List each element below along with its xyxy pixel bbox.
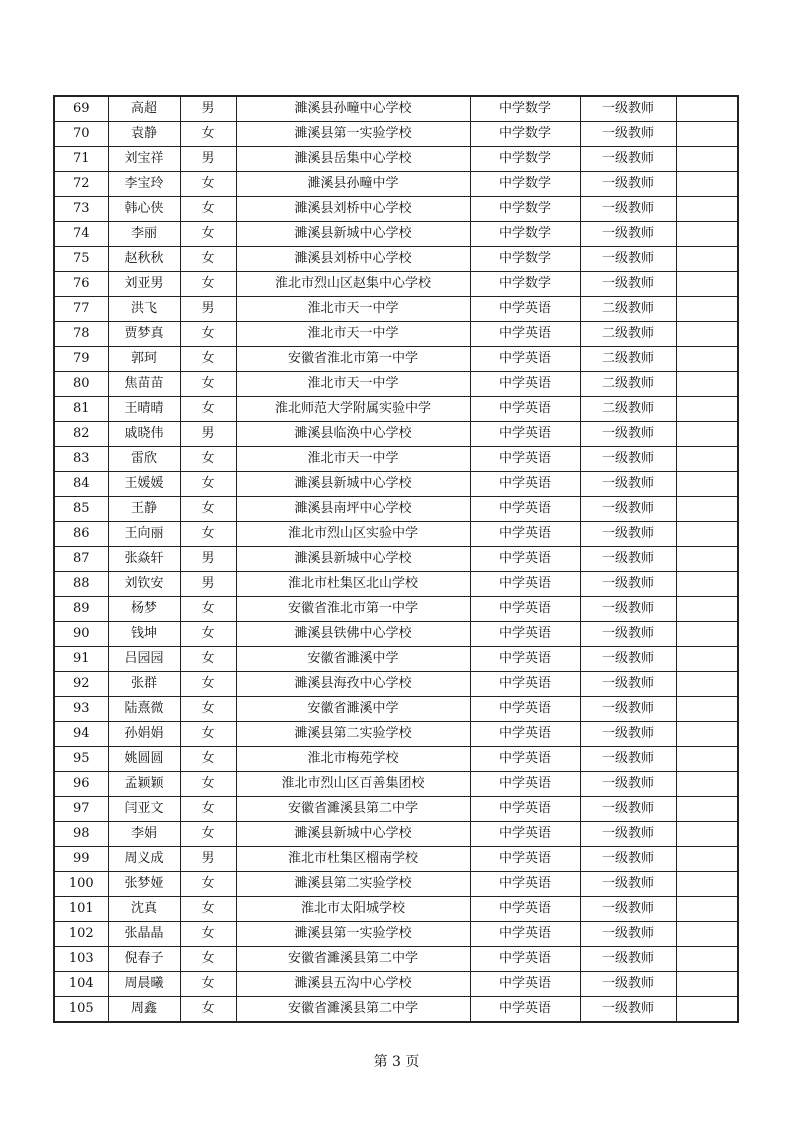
table-row xyxy=(54,822,738,847)
school-cell: 安徽省濉溪县第二中学 xyxy=(236,997,470,1023)
name-cell: 周鑫 xyxy=(108,997,180,1023)
name-cell: 倪春子 xyxy=(108,947,180,972)
school-cell: 淮北市太阳城学校 xyxy=(236,897,470,922)
title-cell: 一级教师 xyxy=(580,747,676,772)
name-cell: 洪飞 xyxy=(108,297,180,322)
gender-cell: 女 xyxy=(180,372,236,397)
title-cell: 一级教师 xyxy=(580,997,676,1023)
seq-cell: 82 xyxy=(54,422,108,447)
title-cell: 一级教师 xyxy=(580,497,676,522)
table-row xyxy=(54,122,738,147)
seq-cell: 99 xyxy=(54,847,108,872)
remark-cell xyxy=(676,222,738,247)
name-cell: 刘亚男 xyxy=(108,272,180,297)
gender-cell: 女 xyxy=(180,997,236,1023)
title-cell: 一级教师 xyxy=(580,522,676,547)
remark-cell xyxy=(676,872,738,897)
title-cell: 一级教师 xyxy=(580,547,676,572)
school-cell: 淮北市梅苑学校 xyxy=(236,747,470,772)
name-cell: 姚圆圆 xyxy=(108,747,180,772)
seq-cell: 103 xyxy=(54,947,108,972)
subject-cell: 中学数学 xyxy=(470,172,580,197)
subject-cell: 中学英语 xyxy=(470,847,580,872)
gender-cell: 女 xyxy=(180,247,236,272)
gender-cell: 男 xyxy=(180,422,236,447)
subject-cell: 中学英语 xyxy=(470,422,580,447)
title-cell: 一级教师 xyxy=(580,597,676,622)
title-cell: 一级教师 xyxy=(580,797,676,822)
gender-cell: 男 xyxy=(180,572,236,597)
subject-cell: 中学英语 xyxy=(470,622,580,647)
title-cell: 一级教师 xyxy=(580,922,676,947)
gender-cell: 男 xyxy=(180,297,236,322)
title-cell: 一级教师 xyxy=(580,897,676,922)
seq-cell: 90 xyxy=(54,622,108,647)
name-cell: 周晨曦 xyxy=(108,972,180,997)
seq-cell: 88 xyxy=(54,572,108,597)
remark-cell xyxy=(676,272,738,297)
gender-cell: 男 xyxy=(180,547,236,572)
remark-cell xyxy=(676,522,738,547)
remark-cell xyxy=(676,922,738,947)
title-cell: 一级教师 xyxy=(580,847,676,872)
seq-cell: 101 xyxy=(54,897,108,922)
title-cell: 一级教师 xyxy=(580,197,676,222)
gender-cell: 女 xyxy=(180,972,236,997)
gender-cell: 女 xyxy=(180,172,236,197)
school-cell: 濉溪县岳集中心学校 xyxy=(236,147,470,172)
school-cell: 安徽省濉溪中学 xyxy=(236,697,470,722)
subject-cell: 中学英语 xyxy=(470,397,580,422)
school-cell: 濉溪县新城中心学校 xyxy=(236,822,470,847)
table-row xyxy=(54,397,738,422)
school-cell: 安徽省濉溪中学 xyxy=(236,647,470,672)
remark-cell xyxy=(676,297,738,322)
school-cell: 濉溪县第二实验学校 xyxy=(236,722,470,747)
subject-cell: 中学英语 xyxy=(470,972,580,997)
remark-cell xyxy=(676,497,738,522)
table-row xyxy=(54,847,738,872)
subject-cell: 中学英语 xyxy=(470,997,580,1023)
seq-cell: 84 xyxy=(54,472,108,497)
table-row xyxy=(54,297,738,322)
school-cell: 安徽省淮北市第一中学 xyxy=(236,347,470,372)
school-cell: 淮北市烈山区百善集团校 xyxy=(236,772,470,797)
name-cell: 张焱轩 xyxy=(108,547,180,572)
gender-cell: 女 xyxy=(180,922,236,947)
subject-cell: 中学英语 xyxy=(470,947,580,972)
table-row xyxy=(54,272,738,297)
name-cell: 孟颖颖 xyxy=(108,772,180,797)
name-cell: 李宝玲 xyxy=(108,172,180,197)
table-row xyxy=(54,647,738,672)
subject-cell: 中学英语 xyxy=(470,747,580,772)
school-cell: 淮北市烈山区赵集中心学校 xyxy=(236,272,470,297)
seq-cell: 78 xyxy=(54,322,108,347)
title-cell: 二级教师 xyxy=(580,372,676,397)
school-cell: 濉溪县铁佛中心学校 xyxy=(236,622,470,647)
seq-cell: 75 xyxy=(54,247,108,272)
table-row xyxy=(54,147,738,172)
title-cell: 一级教师 xyxy=(580,122,676,147)
subject-cell: 中学英语 xyxy=(470,822,580,847)
subject-cell: 中学数学 xyxy=(470,96,580,122)
seq-cell: 104 xyxy=(54,972,108,997)
name-cell: 周义成 xyxy=(108,847,180,872)
table-row xyxy=(54,722,738,747)
school-cell: 濉溪县刘桥中心学校 xyxy=(236,197,470,222)
seq-cell: 86 xyxy=(54,522,108,547)
subject-cell: 中学英语 xyxy=(470,372,580,397)
remark-cell xyxy=(676,972,738,997)
table-row xyxy=(54,972,738,997)
remark-cell xyxy=(676,647,738,672)
gender-cell: 男 xyxy=(180,847,236,872)
subject-cell: 中学数学 xyxy=(470,222,580,247)
gender-cell: 女 xyxy=(180,322,236,347)
seq-cell: 89 xyxy=(54,597,108,622)
title-cell: 一级教师 xyxy=(580,722,676,747)
subject-cell: 中学英语 xyxy=(470,647,580,672)
school-cell: 濉溪县孙疃中学 xyxy=(236,172,470,197)
school-cell: 濉溪县临涣中心学校 xyxy=(236,422,470,447)
name-cell: 孙娟娟 xyxy=(108,722,180,747)
name-cell: 王晴晴 xyxy=(108,397,180,422)
seq-cell: 97 xyxy=(54,797,108,822)
name-cell: 吕园园 xyxy=(108,647,180,672)
title-cell: 一级教师 xyxy=(580,672,676,697)
table-row xyxy=(54,672,738,697)
seq-cell: 73 xyxy=(54,197,108,222)
subject-cell: 中学英语 xyxy=(470,872,580,897)
subject-cell: 中学英语 xyxy=(470,297,580,322)
remark-cell xyxy=(676,447,738,472)
table-row xyxy=(54,172,738,197)
school-cell: 淮北师范大学附属实验中学 xyxy=(236,397,470,422)
remark-cell xyxy=(676,722,738,747)
remark-cell xyxy=(676,797,738,822)
school-cell: 濉溪县第一实验学校 xyxy=(236,922,470,947)
remark-cell xyxy=(676,947,738,972)
gender-cell: 女 xyxy=(180,797,236,822)
subject-cell: 中学英语 xyxy=(470,522,580,547)
school-cell: 濉溪县海孜中心学校 xyxy=(236,672,470,697)
gender-cell: 女 xyxy=(180,747,236,772)
subject-cell: 中学英语 xyxy=(470,897,580,922)
title-cell: 二级教师 xyxy=(580,347,676,372)
gender-cell: 女 xyxy=(180,447,236,472)
name-cell: 李丽 xyxy=(108,222,180,247)
name-cell: 赵秋秋 xyxy=(108,247,180,272)
gender-cell: 女 xyxy=(180,472,236,497)
gender-cell: 女 xyxy=(180,872,236,897)
name-cell: 刘宝祥 xyxy=(108,147,180,172)
title-cell: 一级教师 xyxy=(580,272,676,297)
subject-cell: 中学数学 xyxy=(470,147,580,172)
name-cell: 李娟 xyxy=(108,822,180,847)
title-cell: 一级教师 xyxy=(580,247,676,272)
gender-cell: 女 xyxy=(180,597,236,622)
remark-cell xyxy=(676,697,738,722)
remark-cell xyxy=(676,747,738,772)
subject-cell: 中学英语 xyxy=(470,672,580,697)
remark-cell xyxy=(676,247,738,272)
table-row xyxy=(54,372,738,397)
table-row xyxy=(54,797,738,822)
remark-cell xyxy=(676,772,738,797)
table-row xyxy=(54,222,738,247)
seq-cell: 92 xyxy=(54,672,108,697)
table-row xyxy=(54,522,738,547)
school-cell: 安徽省淮北市第一中学 xyxy=(236,597,470,622)
school-cell: 淮北市杜集区榴南学校 xyxy=(236,847,470,872)
seq-cell: 93 xyxy=(54,697,108,722)
title-cell: 一级教师 xyxy=(580,872,676,897)
name-cell: 刘钦安 xyxy=(108,572,180,597)
seq-cell: 74 xyxy=(54,222,108,247)
title-cell: 一级教师 xyxy=(580,947,676,972)
gender-cell: 女 xyxy=(180,347,236,372)
gender-cell: 女 xyxy=(180,622,236,647)
subject-cell: 中学英语 xyxy=(470,697,580,722)
seq-cell: 95 xyxy=(54,747,108,772)
gender-cell: 男 xyxy=(180,147,236,172)
subject-cell: 中学数学 xyxy=(470,247,580,272)
seq-cell: 69 xyxy=(54,96,108,122)
gender-cell: 女 xyxy=(180,522,236,547)
table-row xyxy=(54,422,738,447)
remark-cell xyxy=(676,147,738,172)
name-cell: 钱坤 xyxy=(108,622,180,647)
gender-cell: 女 xyxy=(180,772,236,797)
school-cell: 濉溪县五沟中心学校 xyxy=(236,972,470,997)
teacher-roster-table xyxy=(53,95,739,1023)
school-cell: 淮北市天一中学 xyxy=(236,297,470,322)
gender-cell: 女 xyxy=(180,647,236,672)
remark-cell xyxy=(676,897,738,922)
table-row xyxy=(54,697,738,722)
remark-cell xyxy=(676,422,738,447)
table-row xyxy=(54,347,738,372)
title-cell: 二级教师 xyxy=(580,322,676,347)
table-row xyxy=(54,447,738,472)
school-cell: 淮北市天一中学 xyxy=(236,322,470,347)
title-cell: 一级教师 xyxy=(580,422,676,447)
table-row xyxy=(54,622,738,647)
remark-cell xyxy=(676,822,738,847)
gender-cell: 女 xyxy=(180,122,236,147)
name-cell: 郭珂 xyxy=(108,347,180,372)
subject-cell: 中学数学 xyxy=(470,197,580,222)
seq-cell: 96 xyxy=(54,772,108,797)
gender-cell: 女 xyxy=(180,497,236,522)
title-cell: 二级教师 xyxy=(580,397,676,422)
subject-cell: 中学英语 xyxy=(470,322,580,347)
table-row xyxy=(54,772,738,797)
remark-cell xyxy=(676,397,738,422)
seq-cell: 98 xyxy=(54,822,108,847)
seq-cell: 80 xyxy=(54,372,108,397)
gender-cell: 女 xyxy=(180,947,236,972)
remark-cell xyxy=(676,172,738,197)
remark-cell xyxy=(676,672,738,697)
seq-cell: 76 xyxy=(54,272,108,297)
seq-cell: 85 xyxy=(54,497,108,522)
title-cell: 一级教师 xyxy=(580,96,676,122)
table-row xyxy=(54,997,738,1023)
seq-cell: 70 xyxy=(54,122,108,147)
table-row xyxy=(54,472,738,497)
roster-body xyxy=(54,96,738,1022)
title-cell: 一级教师 xyxy=(580,472,676,497)
school-cell: 濉溪县孙疃中心学校 xyxy=(236,96,470,122)
subject-cell: 中学数学 xyxy=(470,272,580,297)
table-row xyxy=(54,947,738,972)
seq-cell: 79 xyxy=(54,347,108,372)
table-row xyxy=(54,497,738,522)
seq-cell: 94 xyxy=(54,722,108,747)
name-cell: 张晶晶 xyxy=(108,922,180,947)
remark-cell xyxy=(676,597,738,622)
title-cell: 一级教师 xyxy=(580,772,676,797)
subject-cell: 中学英语 xyxy=(470,922,580,947)
gender-cell: 女 xyxy=(180,397,236,422)
school-cell: 濉溪县第二实验学校 xyxy=(236,872,470,897)
gender-cell: 女 xyxy=(180,722,236,747)
gender-cell: 女 xyxy=(180,697,236,722)
seq-cell: 100 xyxy=(54,872,108,897)
remark-cell xyxy=(676,997,738,1023)
school-cell: 濉溪县第一实验学校 xyxy=(236,122,470,147)
school-cell: 濉溪县新城中心学校 xyxy=(236,222,470,247)
table-row xyxy=(54,597,738,622)
name-cell: 张梦娅 xyxy=(108,872,180,897)
name-cell: 张群 xyxy=(108,672,180,697)
seq-cell: 77 xyxy=(54,297,108,322)
remark-cell xyxy=(676,322,738,347)
table-row xyxy=(54,922,738,947)
subject-cell: 中学英语 xyxy=(470,722,580,747)
seq-cell: 87 xyxy=(54,547,108,572)
remark-cell xyxy=(676,122,738,147)
seq-cell: 105 xyxy=(54,997,108,1023)
gender-cell: 女 xyxy=(180,272,236,297)
title-cell: 一级教师 xyxy=(580,622,676,647)
table-row xyxy=(54,897,738,922)
name-cell: 袁静 xyxy=(108,122,180,147)
name-cell: 王静 xyxy=(108,497,180,522)
title-cell: 一级教师 xyxy=(580,822,676,847)
table-row xyxy=(54,197,738,222)
subject-cell: 中学英语 xyxy=(470,597,580,622)
subject-cell: 中学英语 xyxy=(470,572,580,597)
seq-cell: 72 xyxy=(54,172,108,197)
remark-cell xyxy=(676,96,738,122)
page-number: 第 3 页 xyxy=(373,1054,420,1070)
remark-cell xyxy=(676,622,738,647)
subject-cell: 中学数学 xyxy=(470,122,580,147)
name-cell: 高超 xyxy=(108,96,180,122)
subject-cell: 中学英语 xyxy=(470,772,580,797)
name-cell: 焦苗苗 xyxy=(108,372,180,397)
table-row xyxy=(54,96,738,122)
school-cell: 安徽省濉溪县第二中学 xyxy=(236,797,470,822)
name-cell: 贾梦真 xyxy=(108,322,180,347)
title-cell: 二级教师 xyxy=(580,297,676,322)
title-cell: 一级教师 xyxy=(580,147,676,172)
subject-cell: 中学英语 xyxy=(470,547,580,572)
gender-cell: 女 xyxy=(180,897,236,922)
seq-cell: 71 xyxy=(54,147,108,172)
remark-cell xyxy=(676,572,738,597)
school-cell: 淮北市天一中学 xyxy=(236,372,470,397)
name-cell: 陆熹微 xyxy=(108,697,180,722)
subject-cell: 中学英语 xyxy=(470,472,580,497)
school-cell: 濉溪县新城中心学校 xyxy=(236,472,470,497)
name-cell: 王向丽 xyxy=(108,522,180,547)
gender-cell: 男 xyxy=(180,96,236,122)
subject-cell: 中学英语 xyxy=(470,797,580,822)
school-cell: 淮北市杜集区北山学校 xyxy=(236,572,470,597)
remark-cell xyxy=(676,197,738,222)
name-cell: 王媛媛 xyxy=(108,472,180,497)
school-cell: 安徽省濉溪县第二中学 xyxy=(236,947,470,972)
name-cell: 雷欣 xyxy=(108,447,180,472)
subject-cell: 中学英语 xyxy=(470,497,580,522)
name-cell: 闫亚文 xyxy=(108,797,180,822)
gender-cell: 女 xyxy=(180,222,236,247)
table-row xyxy=(54,322,738,347)
remark-cell xyxy=(676,372,738,397)
title-cell: 一级教师 xyxy=(580,972,676,997)
name-cell: 沈真 xyxy=(108,897,180,922)
name-cell: 韩心侠 xyxy=(108,197,180,222)
title-cell: 一级教师 xyxy=(580,697,676,722)
subject-cell: 中学英语 xyxy=(470,347,580,372)
remark-cell xyxy=(676,472,738,497)
remark-cell xyxy=(676,547,738,572)
table-row xyxy=(54,747,738,772)
school-cell: 淮北市烈山区实验中学 xyxy=(236,522,470,547)
seq-cell: 91 xyxy=(54,647,108,672)
title-cell: 一级教师 xyxy=(580,222,676,247)
table-row xyxy=(54,872,738,897)
seq-cell: 102 xyxy=(54,922,108,947)
subject-cell: 中学英语 xyxy=(470,447,580,472)
name-cell: 杨梦 xyxy=(108,597,180,622)
remark-cell xyxy=(676,347,738,372)
gender-cell: 女 xyxy=(180,197,236,222)
school-cell: 淮北市天一中学 xyxy=(236,447,470,472)
seq-cell: 81 xyxy=(54,397,108,422)
gender-cell: 女 xyxy=(180,672,236,697)
title-cell: 一级教师 xyxy=(580,172,676,197)
table-row xyxy=(54,572,738,597)
school-cell: 濉溪县南坪中心学校 xyxy=(236,497,470,522)
title-cell: 一级教师 xyxy=(580,447,676,472)
title-cell: 一级教师 xyxy=(580,647,676,672)
school-cell: 濉溪县刘桥中心学校 xyxy=(236,247,470,272)
remark-cell xyxy=(676,847,738,872)
seq-cell: 83 xyxy=(54,447,108,472)
table-row xyxy=(54,547,738,572)
title-cell: 一级教师 xyxy=(580,572,676,597)
table-row xyxy=(54,247,738,272)
name-cell: 戚晓伟 xyxy=(108,422,180,447)
school-cell: 濉溪县新城中心学校 xyxy=(236,547,470,572)
gender-cell: 女 xyxy=(180,822,236,847)
